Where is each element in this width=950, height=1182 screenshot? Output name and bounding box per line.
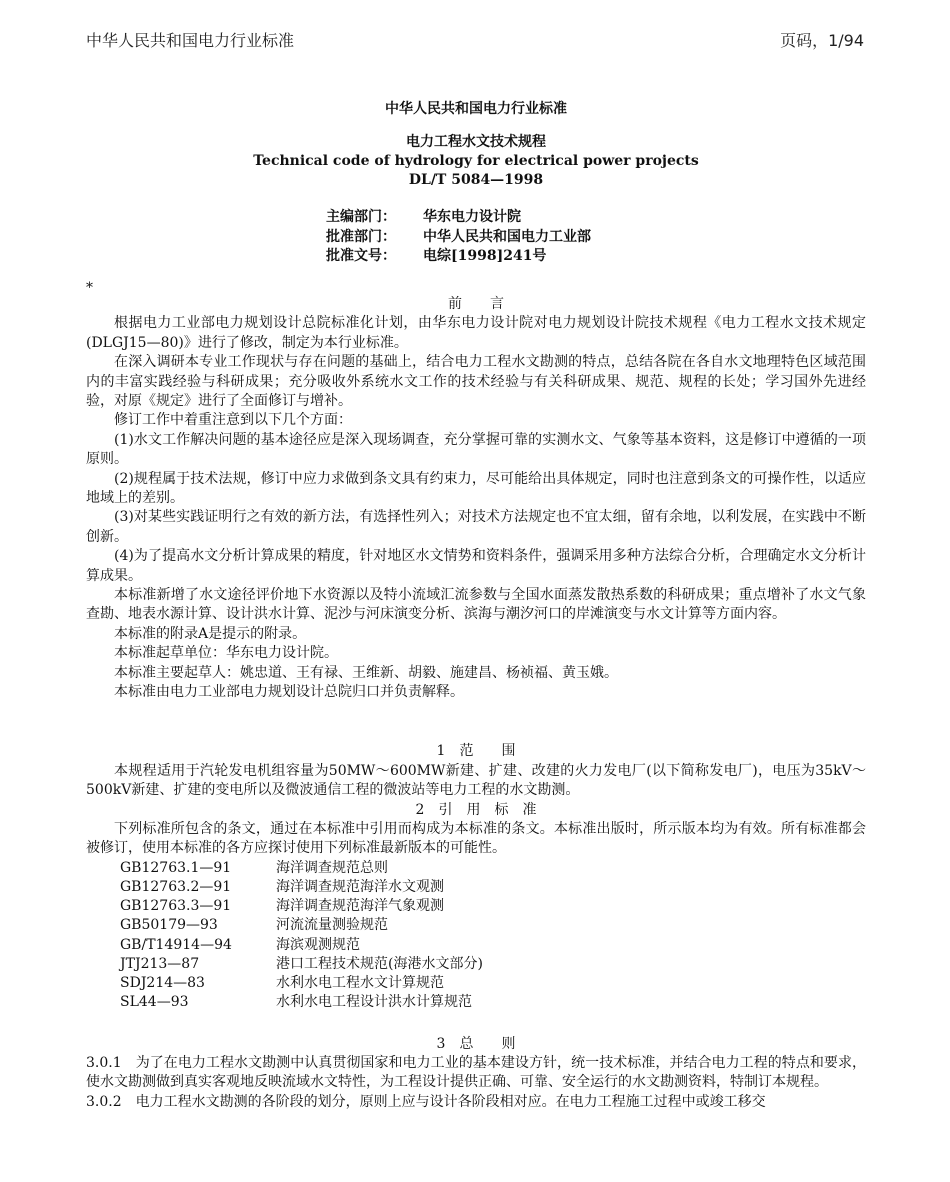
standard-name: 水利水电工程设计洪水计算规范 — [276, 994, 472, 1011]
preface-paragraph: 本标准新增了水文途径评价地下水资源以及特小流域汇流参数与全国水面蒸发散热系数的科研成果；重点增补了水文气象查勘、地表水源计算、设计洪水计算、泥沙与河床演变分析、滨海与潮汐河口的岸滩演变与水文计算等方面内容。 — [86, 587, 866, 623]
clause-3-0-2: 3.0.2 电力工程水文勘测的各阶段的划分，原则上应与设计各阶段相对应。在电力工程施工过程中或竣工移交 — [86, 1093, 766, 1110]
section-3-title: 3 总 则 — [436, 1035, 516, 1052]
preface-title: 前 言 — [448, 295, 504, 312]
list-item — [120, 916, 866, 935]
list-item — [120, 993, 866, 1012]
list-item — [120, 955, 866, 974]
standard-code: SDJ214—83 — [120, 975, 205, 992]
section-2-title: 2 引 用 标 准 — [415, 801, 537, 818]
meta-label: 批准文号： — [326, 248, 396, 265]
document-meta — [326, 208, 866, 267]
document-body — [86, 100, 866, 1112]
asterisk-mark: * — [86, 279, 93, 296]
standard-code: GB/T14914—94 — [120, 936, 232, 953]
standard-name: 海滨观测规范 — [276, 936, 360, 953]
preface-paragraph: (4)为了提高水文分析计算成果的精度，针对地区水文情势和资料条件，强调采用多种方法综合分析，合理确定水文分析计算成果。 — [86, 548, 866, 584]
meta-row-editor — [326, 208, 866, 228]
preface-paragraph: (2)规程属于技术法规，修订中应力求做到条文具有约束力，尽可能给出具体规定，同时也注意到条文的可操作性，以适应地域上的差别。 — [86, 470, 866, 506]
preface-paragraph: 本标准起草单位：华东电力设计院。 — [114, 645, 338, 662]
section-1-title: 1 范 围 — [436, 743, 516, 760]
standard-code: GB50179—93 — [120, 917, 218, 934]
preface-paragraph: 本标准由电力工业部电力规划设计总院归口并负责解释。 — [114, 684, 464, 701]
meta-value: 电综[1998]241号 — [423, 248, 547, 265]
standard-name: 河流流量测验规范 — [276, 917, 388, 934]
preface-paragraph: 根据电力工业部电力规划设计总院标准化计划，由华东电力设计院对电力规划设计院技术规程《电力工程水文技术规定(DLGJ15—80)》进行了修改，制定为本行业标准。 — [86, 315, 866, 351]
standard-code: SL44—93 — [120, 994, 189, 1011]
standard-name: 海洋调查规范海洋水文观测 — [276, 879, 444, 896]
page-header-title: 中华人民共和国电力行业标准 — [86, 31, 295, 50]
standard-name: 海洋调查规范总则 — [276, 859, 388, 876]
section-2-text: 下列标准所包含的条文，通过在本标准中引用而构成为本标准的条文。本标准出版时，所示版本均为有效。所有标准都会被修订，使用本标准的各方应探讨使用下列标准最新版本的可能性。 — [86, 821, 866, 857]
list-item — [120, 897, 866, 916]
standard-code: GB12763.2—91 — [120, 879, 232, 896]
list-item — [120, 859, 866, 878]
standard-code: GB12763.3—91 — [120, 898, 232, 915]
standard-name: 水利水电工程水文计算规范 — [276, 975, 444, 992]
standard-name: 海洋调查规范海洋气象观测 — [276, 898, 444, 915]
standard-name: 港口工程技术规范(海港水文部分) — [276, 955, 483, 972]
preface-paragraph: (3)对某些实践证明行之有效的新方法，有选择性列入；对技术方法规定也不宜太细，留有余地，以利发展，在实践中不断创新。 — [86, 509, 866, 545]
document-code: DL/T 5084—1998 — [408, 172, 544, 189]
meta-label: 批准部门： — [326, 228, 396, 245]
section-1-text: 本规程适用于汽轮发电机组容量为50MW～600MW新建、扩建、改建的火力发电厂(以下简称发电厂)，电压为35kV～500kV新建、扩建的变电所以及微波通信工程的微波站等电力工程的水文勘测。 — [86, 762, 866, 799]
standard-code: JTJ213—87 — [120, 955, 200, 972]
clause-3-0-1: 3.0.1 为了在电力工程水文勘测中认真贯彻国家和电力工业的基本建设方针，统一技术标准，并结合电力工程的特点和要求，使水文勘测做到真实客观地反映流域水文特性，为工程设计提供正确、可靠、安全运行的水文勘测资料，特制订本规程。 — [86, 1054, 866, 1091]
meta-value: 华东电力设计院 — [423, 209, 521, 226]
preface-paragraph: 本标准的附录A是提示的附录。 — [114, 625, 307, 642]
meta-label: 主编部门： — [326, 209, 396, 226]
list-item — [120, 936, 866, 955]
document-title-en: Technical code of hydrology for electrical power projects — [253, 153, 699, 170]
meta-value: 中华人民共和国电力工业部 — [423, 228, 591, 245]
standard-code: GB12763.1—91 — [120, 859, 232, 876]
document-title-cn: 电力工程水文技术规程 — [406, 134, 546, 151]
page-number: 页码，1/94 — [780, 31, 864, 50]
preface-paragraph: 本标准主要起草人：姚忠道、王有禄、王维新、胡毅、施建昌、杨祯福、黄玉娥。 — [114, 664, 618, 681]
meta-row-approver — [326, 228, 866, 248]
list-item — [120, 878, 866, 897]
referenced-standards-list — [120, 859, 866, 1013]
preface-paragraph: 在深入调研本专业工作现状与存在问题的基础上，结合电力工程水文勘测的特点，总结各院在各自水文地理特色区域范围内的丰富实践经验与科研成果；充分吸收外系统水文工作的技术经验与有关科研成果、规范、规程的长处；学习国外先进经验，对原《规定》进行了全面修订与增补。 — [86, 354, 866, 409]
preface-paragraph: 修订工作中着重注意到以下几个方面： — [114, 412, 352, 429]
standard-org: 中华人民共和国电力行业标准 — [385, 101, 567, 117]
preface-paragraph: (1)水文工作解决问题的基本途径应是深入现场调查，充分掌握可靠的实测水文、气象等基本资料，这是修订中遵循的一项原则。 — [86, 431, 866, 468]
list-item — [120, 974, 866, 993]
meta-row-approval-no — [326, 247, 866, 267]
